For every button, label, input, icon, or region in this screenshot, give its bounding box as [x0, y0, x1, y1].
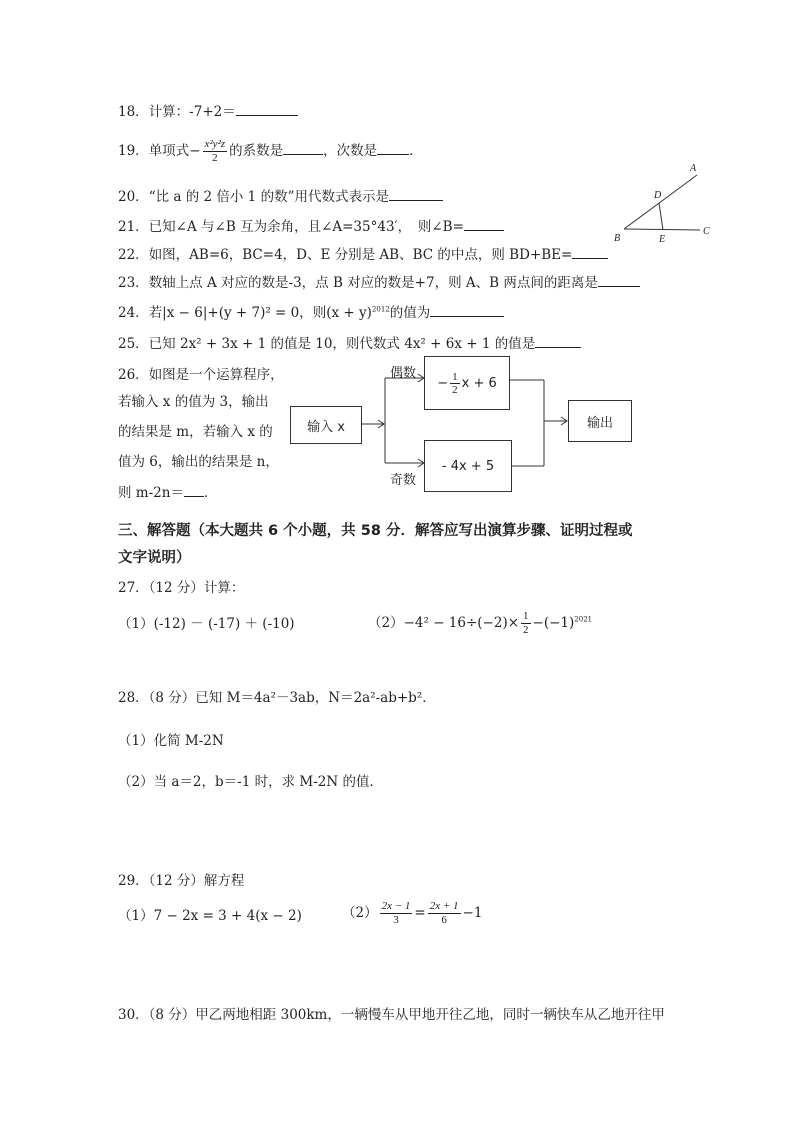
question-27-part-1 [118, 616, 295, 632]
fraction-numerator: x²y²z [203, 138, 228, 152]
formula-text: x + 6 [461, 375, 497, 391]
segment-de [659, 203, 663, 230]
question-29 [118, 873, 244, 889]
fraction-denominator: 2 [523, 624, 529, 637]
question-text: （1）(-12) － (-17) ＋ (-10) [118, 616, 295, 632]
question-text: 如图是一个运算程序， [148, 367, 284, 383]
segment-ba [624, 175, 697, 229]
question-heading: 29．（12 分）解方程 [118, 873, 245, 889]
question-text: 单项式 [148, 143, 190, 160]
question-text: 的值为 [389, 305, 431, 321]
fraction-numerator: 1 [521, 610, 531, 624]
minus-sign: − [437, 375, 449, 391]
question-20 [118, 188, 443, 205]
question-29-part-1 [118, 908, 302, 924]
input-box [290, 406, 362, 444]
question-18 [118, 103, 298, 120]
equals-sign: = [414, 905, 426, 922]
question-29-part-2 [342, 900, 482, 927]
question-text: 数轴上点 A 对应的数是-3，点 B 对应的数是+7，则 A、B 两点间的距离是 [148, 275, 598, 291]
fraction-denominator: 3 [393, 914, 399, 927]
question-text: “比 a 的 2 倍小 1 的数”用代数式表示是 [148, 189, 389, 205]
question-24 [118, 304, 504, 321]
question-heading: 28．（8 分）已知 M＝4a²－3ab，N＝2a²-ab+b²． [118, 690, 436, 706]
fraction-numerator: 2x + 1 [428, 900, 461, 914]
equation: （1）7 − 2x = 3 + 4(x − 2) [118, 908, 302, 924]
minus-sign: − [189, 143, 201, 160]
section-title: 三、解答题（本大题共 6 个小题，共 58 分．解答应写出演算步骤、证明过程或 [118, 523, 633, 539]
exponent: 2021 [574, 615, 593, 624]
question-text: 如图，AB=6，BC=4，D、E 分别是 AB、BC 的中点，则 BD+BE= [148, 247, 573, 263]
question-28 [118, 690, 436, 706]
output-label: 输出 [586, 415, 613, 431]
question-number: 23． [118, 275, 149, 291]
input-label: 输入 x [307, 419, 345, 435]
left-fraction [380, 900, 413, 927]
question-text: ，次数是 [323, 143, 378, 160]
section-3-heading-cont [118, 546, 191, 567]
question-30 [118, 1007, 665, 1023]
answer-blank [572, 246, 608, 259]
question-text: 若|x − 6|+(y + 7)² = 0，则(x + y) [148, 305, 372, 321]
segment-bc [624, 229, 700, 230]
question-number: 20． [118, 189, 149, 205]
label-d: D [654, 190, 662, 201]
answer-blank [430, 304, 504, 317]
answer-blank [389, 188, 443, 201]
answer-blank [184, 484, 204, 497]
equation-text: −1 [462, 905, 483, 922]
question-number: 19． [118, 143, 149, 160]
question-27-part-2 [368, 610, 592, 637]
question-26-line-5 [118, 484, 217, 501]
question-19 [118, 138, 423, 165]
odd-formula-box [424, 440, 512, 492]
exponent: 2012 [371, 305, 390, 314]
question-text: 的系数是 [229, 143, 284, 160]
fraction-numerator: 2x − 1 [380, 900, 413, 914]
question-23 [118, 274, 640, 291]
answer-blank [598, 274, 640, 287]
question-26-line-2 [118, 394, 269, 410]
monomial-fraction [203, 138, 228, 165]
output-box [568, 400, 632, 442]
period: ． [409, 143, 423, 160]
period: ． [203, 485, 218, 501]
odd-label: 奇数 [390, 473, 417, 488]
label-c: C [703, 226, 710, 237]
answer-blank [535, 335, 581, 348]
question-number: 25． [118, 336, 149, 352]
question-26-line-3 [118, 424, 273, 440]
even-formula-box [424, 356, 510, 410]
answer-blank [377, 142, 409, 155]
question-26-line-1 [118, 367, 284, 383]
question-22 [118, 246, 608, 263]
question-text: 的结果是 m，若输入 x 的 [118, 424, 273, 440]
question-27 [118, 580, 244, 596]
question-text: 30．（8 分）甲乙两地相距 300km，一辆慢车从甲地开往乙地，同时一辆快车从乙地开往甲 [118, 1007, 665, 1023]
half-fraction [521, 610, 531, 637]
question-number: 24． [118, 305, 149, 321]
question-text: 计算：-7+2＝ [148, 104, 236, 120]
label-a: A [690, 163, 697, 174]
section-3-heading [118, 519, 632, 540]
question-text: 则 m-2n＝ [118, 485, 184, 501]
even-label: 偶数 [390, 366, 417, 381]
question-28-part-2 [118, 774, 383, 790]
question-text: （2） [342, 905, 378, 922]
label-e: E [659, 234, 666, 245]
question-text: 值为 6，输出的结果是 n， [118, 454, 279, 470]
question-21 [118, 218, 504, 235]
question-number: 18． [118, 104, 149, 120]
question-text: （1）化简 M-2N [118, 733, 224, 749]
question-26-line-4 [118, 454, 279, 470]
half-fraction [450, 371, 460, 396]
formula-text: - 4x + 5 [441, 458, 495, 474]
answer-blank [464, 218, 504, 231]
answer-blank [283, 142, 323, 155]
question-heading: 27．（12 分）计算： [118, 580, 245, 596]
section-title: 文字说明） [118, 550, 191, 566]
question-text: 已知∠A 与∠B 互为余角，且∠A=35°43′， 则∠B= [148, 219, 464, 235]
right-fraction [428, 900, 461, 927]
question-text: 若输入 x 的值为 3，输出 [118, 394, 269, 410]
question-number: 21． [118, 219, 149, 235]
question-text: 已知 2x² + 3x + 1 的值是 10，则代数式 4x² + 6x + 1 的值是 [148, 336, 536, 352]
answer-blank [236, 103, 298, 116]
question-28-part-1 [118, 733, 224, 749]
fraction-denominator: 2 [452, 383, 458, 396]
question-number: 26． [118, 367, 149, 383]
fraction-denominator: 2 [212, 152, 218, 165]
question-number: 22． [118, 247, 149, 263]
fraction-numerator: 1 [452, 370, 458, 383]
question-text: （2）−4² − 16÷(−2)× [368, 615, 520, 632]
question-text: −(−1) [532, 615, 575, 632]
fraction-denominator: 6 [441, 914, 447, 927]
label-b: B [614, 233, 621, 244]
question-text: （2）当 a＝2，b＝-1 时，求 M-2N 的值． [118, 774, 383, 790]
